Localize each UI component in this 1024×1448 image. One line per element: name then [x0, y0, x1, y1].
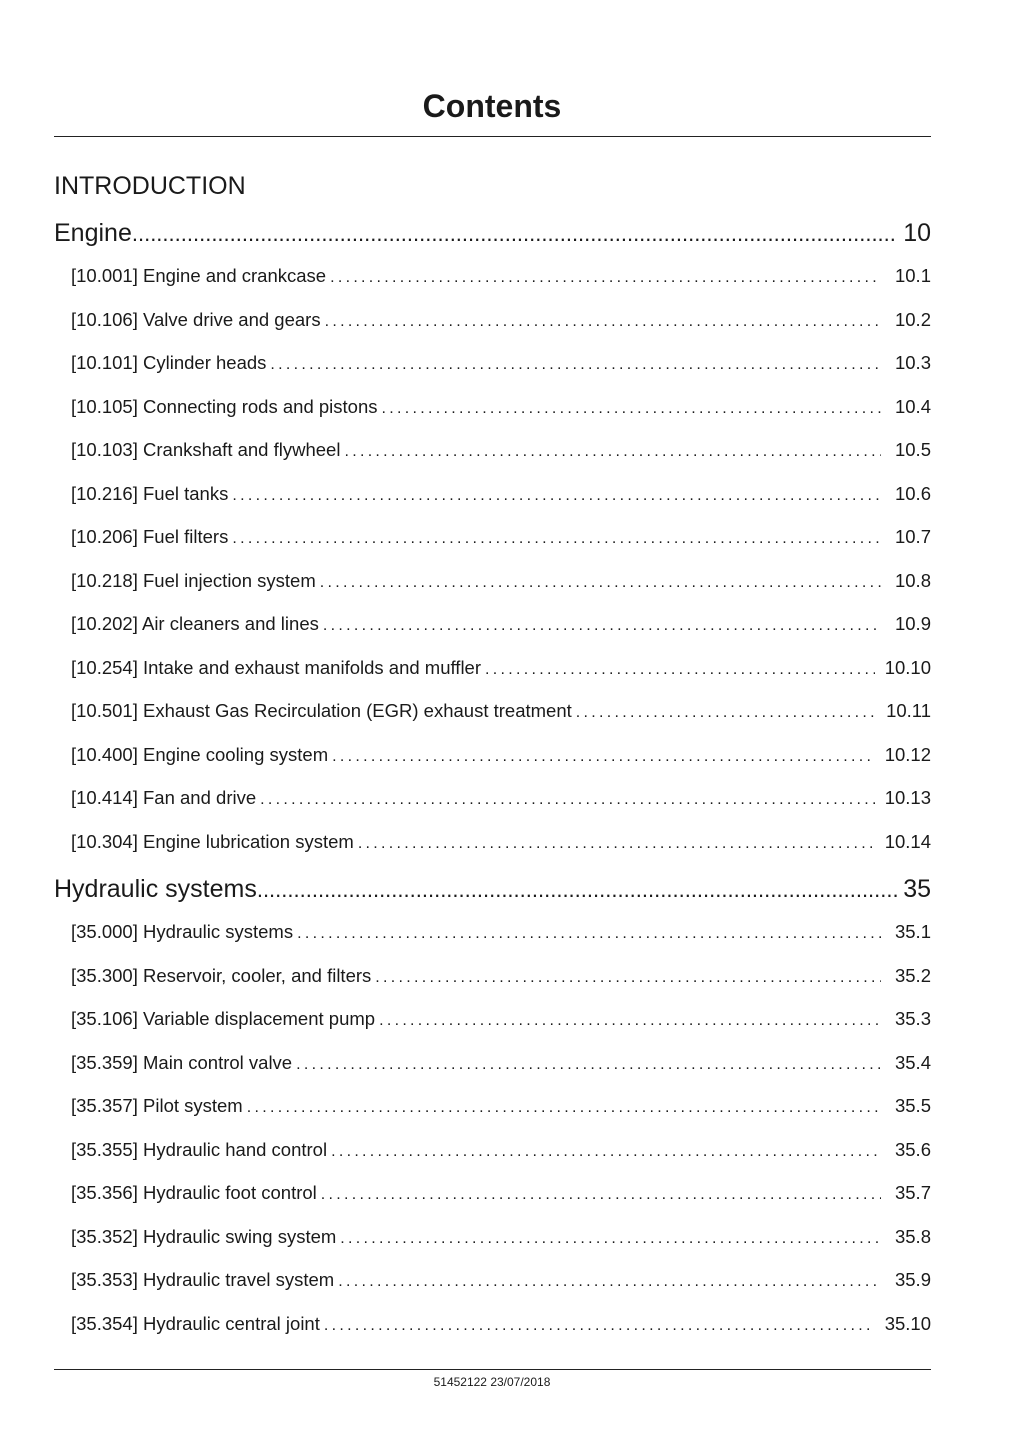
- footer-doc-number-date: 51452122 23/07/2018: [433, 1375, 551, 1389]
- dot-leader: [375, 956, 881, 1000]
- toc-entry[interactable]: [54, 515, 931, 559]
- toc-entry[interactable]: [54, 254, 931, 298]
- dot-leader: [321, 1173, 881, 1217]
- toc-entry[interactable]: [54, 733, 931, 777]
- dot-leader: [296, 1043, 881, 1087]
- dot-leader: [297, 912, 881, 956]
- toc-entry-page: 10.11: [886, 700, 931, 721]
- toc-entry[interactable]: [54, 820, 931, 864]
- toc-entry-label: [10.103] Crankshaft and flywheel: [71, 439, 341, 460]
- dot-leader: [382, 387, 882, 431]
- toc-entry[interactable]: [54, 1171, 931, 1215]
- toc-entry-page: 35.2: [894, 964, 931, 986]
- toc-entry-label: [35.359] Main control valve: [71, 1051, 293, 1073]
- table-of-contents: [54, 160, 931, 1345]
- toc-entry-label: [35.354] Hydraulic central joint: [71, 1312, 320, 1334]
- dot-leader: [232, 517, 881, 561]
- toc-entry-label: [10.105] Connecting rods and pistons: [71, 395, 378, 417]
- toc-entry[interactable]: [54, 954, 931, 998]
- toc-entry-page: 35.6: [894, 1138, 931, 1160]
- dot-leader: [320, 561, 881, 605]
- toc-section-hydraulic-systems[interactable]: [54, 863, 931, 910]
- toc-entry-page: 10.14: [884, 830, 931, 852]
- toc-entry-page: 35.7: [894, 1182, 931, 1203]
- toc-entry-page: 10.6: [894, 482, 931, 504]
- toc-entry-page: 10.12: [884, 743, 931, 765]
- toc-entry-page: 35.3: [894, 1008, 931, 1029]
- dot-leader: [247, 1086, 881, 1130]
- toc-entry-page: 10.13: [884, 787, 931, 808]
- toc-entry[interactable]: [54, 646, 931, 690]
- dot-leader: [358, 822, 875, 866]
- toc-entry-label: [35.355] Hydraulic hand control: [71, 1138, 328, 1160]
- dot-leader: [270, 343, 881, 387]
- toc-entry-page: 10.1: [894, 265, 931, 286]
- toc-entry-page: 10.3: [894, 352, 931, 373]
- toc-section-label: Hydraulic systems: [54, 875, 257, 903]
- toc-entry-label: [10.106] Valve drive and gears: [71, 308, 321, 330]
- dot-leader: [379, 999, 881, 1043]
- toc-entry[interactable]: [54, 428, 931, 472]
- dot-leader: [344, 430, 881, 474]
- toc-entry-label: [35.353] Hydraulic travel system: [71, 1269, 335, 1290]
- toc-entry[interactable]: [54, 472, 931, 516]
- toc-entry[interactable]: [54, 1302, 931, 1346]
- toc-entry-label: [10.216] Fuel tanks: [71, 482, 229, 504]
- toc-entry-page: 35.4: [894, 1051, 931, 1073]
- toc-section-page: 35: [903, 875, 931, 903]
- toc-entry[interactable]: [54, 776, 931, 820]
- toc-entry-label: [10.304] Engine lubrication system: [71, 830, 354, 852]
- dot-leader: [232, 474, 881, 518]
- toc-entry-label: [10.202] Air cleaners and lines: [71, 613, 319, 634]
- dot-leader: [260, 778, 875, 822]
- toc-entry-label: [10.001] Engine and crankcase: [71, 265, 327, 286]
- dot-leader: [331, 1130, 881, 1174]
- dot-leader: [332, 735, 875, 779]
- toc-entry-page: 10.9: [894, 613, 931, 634]
- toc-entry[interactable]: [54, 910, 931, 954]
- toc-entry-page: 10.7: [894, 526, 931, 547]
- toc-entry[interactable]: [54, 1258, 931, 1302]
- toc-entry-label: [10.206] Fuel filters: [71, 526, 229, 547]
- toc-entry[interactable]: [54, 298, 931, 342]
- toc-entry-label: [10.400] Engine cooling system: [71, 743, 329, 765]
- toc-entry-label: [10.254] Intake and exhaust manifolds and muffler: [71, 656, 482, 678]
- toc-entry[interactable]: [54, 341, 931, 385]
- toc-intro-heading[interactable]: INTRODUCTION: [54, 172, 246, 200]
- toc-entry-page: 35.8: [894, 1225, 931, 1247]
- toc-entry-label: [35.357] Pilot system: [71, 1095, 243, 1116]
- footer-divider: [54, 1369, 931, 1370]
- toc-entry[interactable]: [54, 997, 931, 1041]
- toc-entry-label: [10.218] Fuel injection system: [71, 569, 316, 591]
- toc-entry-label: [35.106] Variable displacement pump: [71, 1008, 376, 1029]
- toc-entry-page: 10.8: [894, 569, 931, 591]
- toc-section-page: 10: [903, 219, 931, 247]
- page-title: Contents: [422, 88, 562, 124]
- toc-entry[interactable]: [54, 1041, 931, 1085]
- toc-entry-page: 10.4: [894, 395, 931, 417]
- toc-entry[interactable]: [54, 1128, 931, 1172]
- toc-entry-page: 10.2: [894, 308, 931, 330]
- toc-section-engine[interactable]: [54, 207, 931, 254]
- toc-entry[interactable]: [54, 559, 931, 603]
- dot-leader: [323, 604, 881, 648]
- dot-leader: [330, 256, 881, 300]
- toc-entry-page: 35.9: [894, 1269, 931, 1290]
- toc-entry[interactable]: [54, 1084, 931, 1128]
- dot-leader: [340, 1217, 881, 1261]
- toc-entry[interactable]: [54, 689, 931, 733]
- dot-leader: [576, 691, 876, 735]
- toc-section-label: Engine: [54, 219, 132, 247]
- toc-entry-label: [35.300] Reservoir, cooler, and filters: [71, 964, 372, 986]
- toc-entry-page: 35.10: [884, 1312, 931, 1334]
- toc-entry[interactable]: [54, 602, 931, 646]
- dot-leader: [325, 300, 881, 344]
- dot-leader: [324, 1304, 875, 1348]
- dot-leader: [257, 864, 897, 916]
- toc-entry-label: [10.501] Exhaust Gas Recirculation (EGR) exhaust treatment: [71, 700, 572, 721]
- dot-leader: [485, 648, 875, 692]
- toc-entry-page: 10.5: [894, 439, 931, 460]
- toc-entry-page: 35.5: [894, 1095, 931, 1116]
- toc-entry-page: 10.10: [884, 656, 931, 678]
- toc-entry-label: [10.101] Cylinder heads: [71, 352, 267, 373]
- toc-entry-label: [35.356] Hydraulic foot control: [71, 1182, 317, 1203]
- toc-entry-label: [35.000] Hydraulic systems: [71, 921, 294, 942]
- dot-leader: [338, 1260, 881, 1304]
- toc-entry[interactable]: [54, 385, 931, 429]
- toc-entry-label: [35.352] Hydraulic swing system: [71, 1225, 337, 1247]
- dot-leader: [132, 208, 897, 260]
- header-divider: [54, 136, 931, 137]
- toc-entry-page: 35.1: [894, 921, 931, 942]
- toc-entry[interactable]: [54, 1215, 931, 1259]
- toc-entry-label: [10.414] Fan and drive: [71, 787, 257, 808]
